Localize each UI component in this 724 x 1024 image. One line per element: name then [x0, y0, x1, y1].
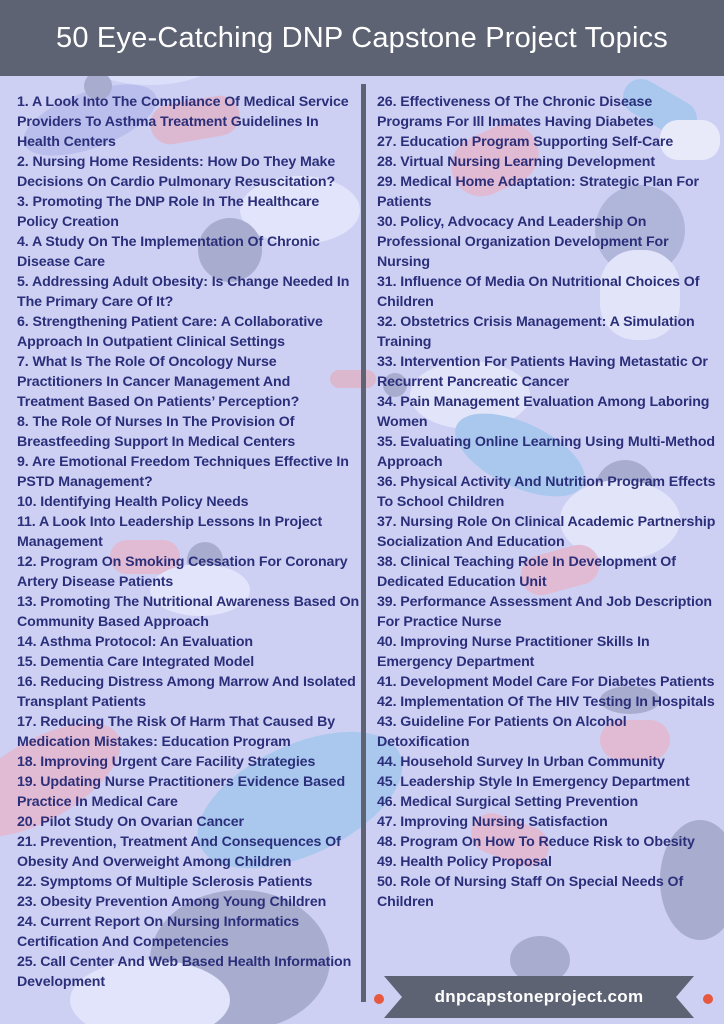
topic-item: 17. Reducing The Risk Of Harm That Caused By Medication Mistakes: Education Program — [17, 714, 336, 750]
topic-item: 45. Leadership Style In Emergency Department — [377, 774, 690, 790]
topic-item: 1. A Look Into The Compliance Of Medical Service Providers To Asthma Treatment Guidelines In Health Centers — [17, 94, 349, 150]
topic-list-right — [377, 92, 717, 912]
page-title: 50 Eye-Catching DNP Capstone Project Topics — [55, 21, 668, 54]
topic-item: 28. Virtual Nursing Learning Development — [377, 154, 655, 170]
topic-item: 34. Pain Management Evaluation Among Laboring Women — [377, 394, 710, 430]
topic-item: 43. Guideline For Patients On Alcohol Detoxification — [377, 714, 627, 750]
topic-item: 49. Health Policy Proposal — [377, 854, 552, 870]
topic-item: 40. Improving Nurse Practitioner Skills In Emergency Department — [377, 634, 650, 670]
topic-item: 30. Policy, Advocacy And Leadership On Professional Organization Development For Nursing — [377, 214, 669, 270]
topic-item: 15. Dementia Care Integrated Model — [17, 654, 255, 670]
footer-dot-right — [703, 994, 713, 1004]
topic-item: 6. Strengthening Patient Care: A Collaborative Approach In Outpatient Clinical Settings — [17, 314, 323, 350]
topic-item: 35. Evaluating Online Learning Using Multi-Method Approach — [377, 434, 715, 470]
topic-item: 13. Promoting The Nutritional Awareness Based On Community Based Approach — [17, 594, 360, 630]
topic-item: 7. What Is The Role Of Oncology Nurse Practitioners In Cancer Management And Treatment Based On Patients’ Perception? — [17, 354, 300, 410]
topic-item: 42. Implementation Of The HIV Testing In Hospitals — [377, 694, 715, 710]
topic-item: 26. Effectiveness Of The Chronic Disease Programs For Ill Inmates Having Diabetes — [377, 94, 654, 130]
topic-item: 14. Asthma Protocol: An Evaluation — [17, 634, 253, 650]
topic-list-left — [17, 92, 360, 992]
topic-item: 2. Nursing Home Residents: How Do They Make Decisions On Cardio Pulmonary Resuscitation? — [17, 154, 336, 190]
topic-item: 31. Influence Of Media On Nutritional Choices Of Children — [377, 274, 700, 310]
topic-item: 18. Improving Urgent Care Facility Strategies — [17, 754, 316, 770]
topic-item: 16. Reducing Distress Among Marrow And Isolated Transplant Patients — [17, 674, 356, 710]
topic-item: 10. Identifying Health Policy Needs — [17, 494, 249, 510]
topic-item: 8. The Role Of Nurses In The Provision Of Breastfeeding Support In Medical Centers — [17, 414, 296, 450]
topic-item: 21. Prevention, Treatment And Consequences Of Obesity And Overweight Among Children — [17, 834, 341, 870]
topic-item: 5. Addressing Adult Obesity: Is Change Needed In The Primary Care Of It? — [17, 274, 350, 310]
topic-item: 50. Role Of Nursing Staff On Special Needs Of Children — [377, 874, 684, 910]
topic-item: 48. Program On How To Reduce Risk to Obesity — [377, 834, 695, 850]
topic-item: 20. Pilot Study On Ovarian Cancer — [17, 814, 244, 830]
topic-item: 24. Current Report On Nursing Informatics Certification And Competencies — [17, 914, 300, 950]
topic-item: 11. A Look Into Leadership Lessons In Project Management — [17, 514, 323, 550]
topic-item: 44. Household Survey In Urban Community — [377, 754, 665, 770]
topic-item: 36. Physical Activity And Nutrition Program Effects To School Children — [377, 474, 716, 510]
topic-item: 33. Intervention For Patients Having Metastatic Or Recurrent Pancreatic Cancer — [377, 354, 708, 390]
topic-item: 27. Education Program Supporting Self-Care — [377, 134, 674, 150]
topic-item: 38. Clinical Teaching Role In Development Of Dedicated Education Unit — [377, 554, 676, 590]
topic-item: 41. Development Model Care For Diabetes Patients — [377, 674, 715, 690]
topic-item: 4. A Study On The Implementation Of Chronic Disease Care — [17, 234, 320, 270]
topic-item: 47. Improving Nursing Satisfaction — [377, 814, 608, 830]
topic-item: 39. Performance Assessment And Job Description For Practice Nurse — [377, 594, 712, 630]
footer-dot-left — [374, 994, 384, 1004]
column-divider — [361, 84, 366, 1002]
topic-item: 37. Nursing Role On Clinical Academic Partnership Socialization And Education — [377, 514, 716, 550]
topic-item: 12. Program On Smoking Cessation For Coronary Artery Disease Patients — [17, 554, 348, 590]
topic-item: 23. Obesity Prevention Among Young Children — [17, 894, 327, 910]
topic-item: 22. Symptoms Of Multiple Sclerosis Patients — [17, 874, 313, 890]
topic-item: 25. Call Center And Web Based Health Information Development — [17, 954, 352, 990]
topic-item: 9. Are Emotional Freedom Techniques Effective In PSTD Management? — [17, 454, 349, 490]
topic-item: 19. Updating Nurse Practitioners Evidence Based Practice In Medical Care — [17, 774, 346, 810]
topic-item: 3. Promoting The DNP Role In The Healthcare Policy Creation — [17, 194, 320, 230]
topic-item: 29. Medical Home Adaptation: Strategic Plan For Patients — [377, 174, 699, 210]
website-url[interactable]: dnpcapstoneproject.com — [434, 987, 644, 1006]
topic-item: 32. Obstetrics Crisis Management: A Simulation Training — [377, 314, 695, 350]
topic-item: 46. Medical Surgical Setting Prevention — [377, 794, 639, 810]
title-banner — [0, 0, 724, 76]
